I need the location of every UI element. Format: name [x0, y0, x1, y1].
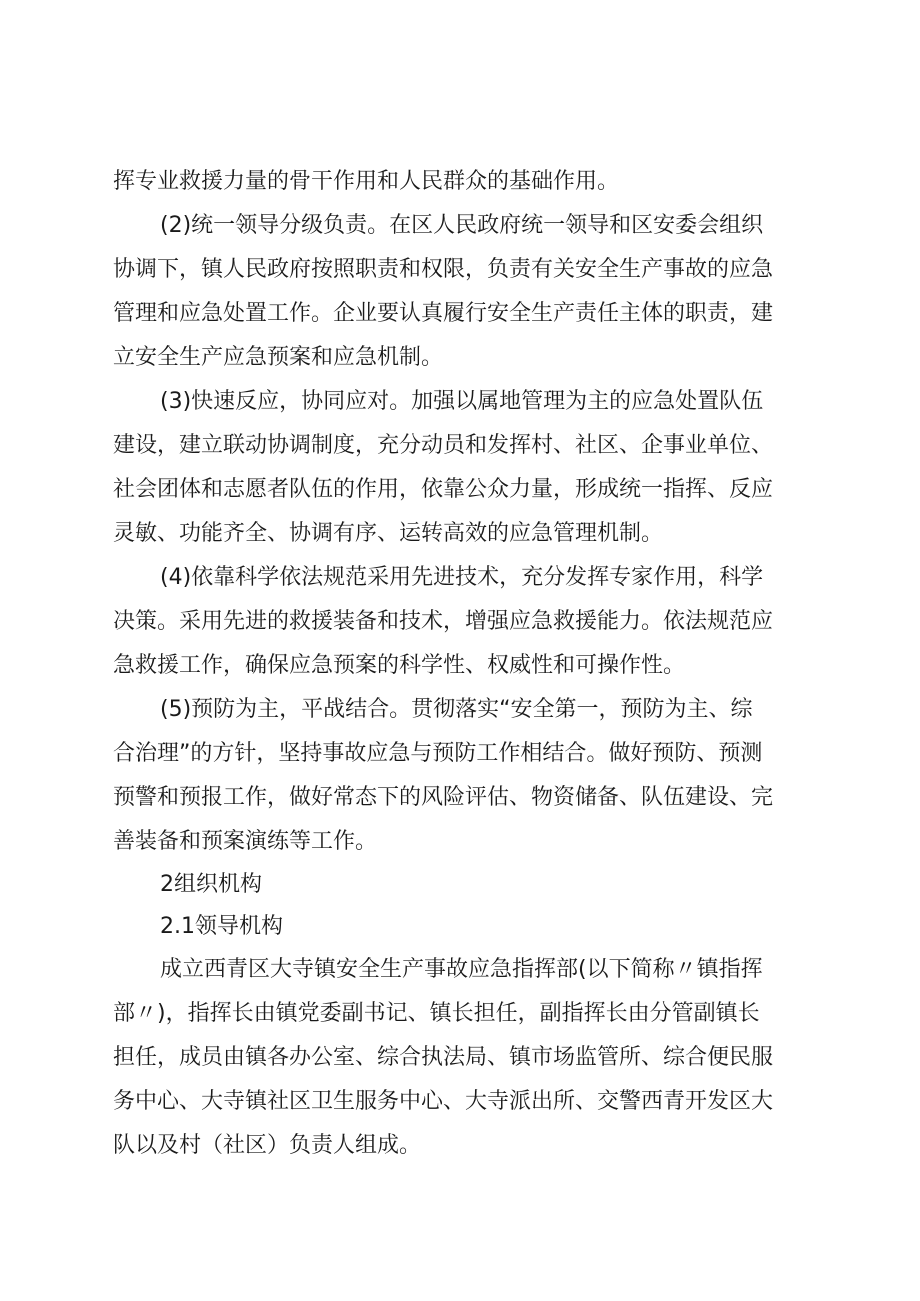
text-line: 急救援工作，确保应急预案的科学性、权威性和可操作性。	[113, 653, 686, 678]
text-line: 社会团体和志愿者队伍的作用，依靠公众力量，形成统一指挥、反应	[113, 477, 774, 502]
text-line: 务中心、大寺镇社区卫生服务中心、大寺派出所、交警西青开发区大	[113, 1089, 774, 1114]
text-line: 挥专业救援力量的骨干作用和人民群众的基础作用。	[113, 169, 620, 194]
subsection-heading: 2.1领导机构	[160, 914, 283, 939]
text-line: 预警和预报工作，做好常态下的风险评估、物资储备、队伍建设、完	[113, 785, 774, 810]
text-line: (2)统一领导分级负责。在区人民政府统一领导和区安委会组织	[160, 213, 764, 238]
text-line: 善装备和预案演练等工作。	[113, 829, 378, 854]
text-line: 协调下，镇人民政府按照职责和权限，负责有关安全生产事故的应急	[113, 257, 774, 282]
text-line: 管理和应急处置工作。企业要认真履行安全生产责任主体的职责，建	[113, 301, 774, 326]
text-line: (3)快速反应，协同应对。加强以属地管理为主的应急处置队伍	[160, 389, 764, 414]
text-line: 合治理”的方针，坚持事故应急与预防工作相结合。做好预防、预测	[113, 741, 763, 766]
text-line: 决策。采用先进的救援装备和技术，增强应急救援能力。依法规范应	[113, 609, 774, 634]
text-line: 部〃)，指挥长由镇党委副书记、镇长担任，副指挥长由分管副镇长	[113, 1001, 760, 1026]
text-line: 队以及村（社区）负责人组成。	[113, 1133, 422, 1158]
text-line: (5)预防为主，平战结合。贯彻落实“安全第一，预防为主、综	[160, 697, 753, 722]
text-line: (4)依靠科学依法规范采用先进技术，充分发挥专家作用，科学	[160, 565, 764, 590]
text-line: 灵敏、功能齐全、协调有序、运转高效的应急管理机制。	[113, 521, 664, 546]
text-line: 立安全生产应急预案和应急机制。	[113, 345, 444, 370]
text-line: 成立西青区大寺镇安全生产事故应急指挥部(以下简称〃镇指挥	[160, 957, 763, 982]
text-line: 建设，建立联动协调制度，充分动员和发挥村、社区、企事业单位、	[113, 433, 774, 458]
section-heading: 2组织机构	[160, 872, 262, 897]
text-line: 担任，成员由镇各办公室、综合执法局、镇市场监管所、综合便民服	[113, 1045, 774, 1070]
